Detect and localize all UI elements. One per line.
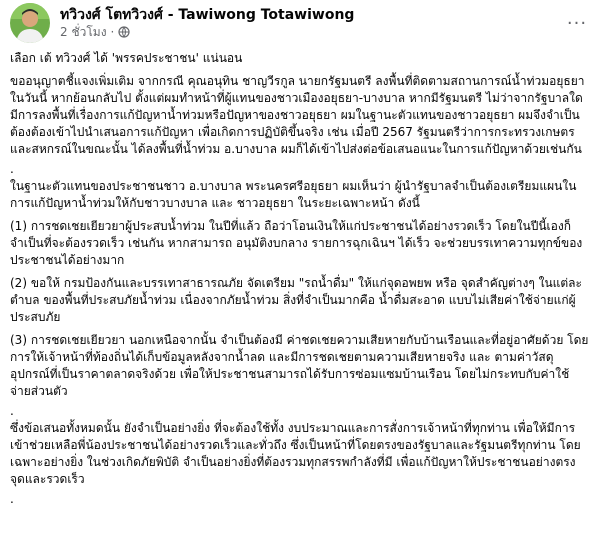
post-paragraph: (1) การชดเชยเยียวยาผู้ประสบน้ำท่วม ในปีที่แล้ว ถือว่าโอนเงินให้แก่ประชาชนได้อย่างรวดเร็ว โดยในปีนี้เองก็จำเป็นที่จะต้องรวดเร็ว เช่นกัน หากสามารถ อนุมัติงบกลาง รายการฉุกเฉินฯ ได้เร็ว จะช่วยบรรเทาความทุกข์ของประชาชนได้อย่างมาก	[10, 219, 583, 267]
post-header	[10, 0, 592, 44]
post-separator: .	[10, 404, 14, 418]
post-separator: .	[10, 162, 14, 176]
post-paragraph: (2) ขอให้ กรมป้องกันและบรรเทาสาธารณภัย จัดเตรียม "รถน้ำดื่ม" ให้แก่จุดอพยพ หรือ จุดสำคัญต่างๆ ในแต่ละ ตำบล ของพื้นที่ประสบภัยน้ำท่วม เนื่องจากภัยน้ำท่วม สิ่งที่จำเป็นมากคือ น้ำดื่มสะอาด แบบไม่เสียค่าใช้จ่ายแก่ผู้ประสบภัย	[10, 276, 582, 324]
post-meta	[60, 6, 562, 40]
post-paragraph: (3) การชดเชยเยียวยา นอกเหนือจากนั้น จำเป็นต้องมี ค่าชดเชยความเสียหายกับบ้านเรือนและที่อยู่อาศัยด้วย โดยการให้เจ้าหน้าที่ท้องถิ่นได้เก็บข้อมูลหลังจากน้ำลด และมีการชดเชยตามความเสียหายจริง และ ตามค่าวัสดุอุปกรณ์ที่เป็นราคาตลาดจริงด้วย เพื่อให้ประชาชนสามารถได้รับการซ่อมแซมบ้านเรือน โดยไม่กระทบกับค่าใช้จ่ายส่วนตัว	[10, 333, 589, 398]
more-options-icon[interactable]: ···	[566, 12, 588, 34]
avatar-image	[10, 3, 50, 43]
post-headline: เลือก เต้ ทวิวงศ์ ได้ 'พรรคประชาชน' แน่นอน	[10, 51, 243, 65]
globe-icon[interactable]	[118, 26, 130, 38]
separator-dot: ·	[110, 25, 115, 39]
post-separator: .	[10, 492, 14, 506]
post-time[interactable]: 2 ชั่วโมง	[60, 25, 107, 39]
post-paragraph: ซึ่งข้อเสนอทั้งหมดนั้น ยังจำเป็นอย่างยิ่ง ที่จะต้องใช้ทั้ง งบประมาณและการสั่งการเจ้าหน้าที่ทุกท่าน เพื่อให้มีการเข้าช่วยเหลือพี่น้องประชาชนได้อย่างรวดเร็วและทั่วถึง ซึ่งเป็นหน้าที่โดยตรงของรัฐบาลและรัฐมนตรีทุกท่าน โดยเฉพาะอย่างยิ่ง ในช่วงเกิดภัยพิบัติ จำเป็นอย่างยิ่งที่ต้องรวมทุกสรรพกำลังที่มี เพื่อแก้ปัญหาให้ประชาชนอย่างตรงจุดและรวดเร็ว	[10, 421, 581, 486]
post-subline	[60, 24, 562, 40]
post-paragraph: ในฐานะตัวแทนของประชาชนชาว อ.บางบาล พระนครศรีอยุธยา ผมเห็นว่า ผู้นำรัฐบาลจำเป็นต้องเตรียมแผนในการแก้ปัญหาน้ำท่วมให้กับชาวบางบาล และ ชาวอยุธยา ในระยะเฉพาะหน้า ดังนี้	[10, 179, 577, 210]
avatar[interactable]	[10, 3, 50, 43]
author-name[interactable]: ทวิวงศ์ โตทวิวงศ์ - Tawiwong Totawiwong	[60, 7, 355, 23]
post-body	[10, 50, 592, 504]
post-paragraph: ขออนุญาตชี้แจงเพิ่มเติม จากกรณี คุณอนุทิน ชาญวีรกูล นายกรัฐมนตรี ลงพื้นที่ติดตามสถานการณ์น้ำท่วมอยุธยาในวันนี้ หากย้อนกลับไป ตั้งแต่ผมทำหน้าที่ผู้แทนของชาวเมืองอยุธยา-บางบาล หากมีรัฐมนตรี ไม่ว่าจากรัฐบาลใด มีการลงพื้นที่เรื่องการแก้ปัญหาน้ำท่วมหรือปัญหาของชาวอยุธยา ผมในฐานะตัวแทนของชาวอยุธยา ผมจึงจำเป็นต้องต้องเข้าไปนำเสนอการแก้ปัญหา เพื่อเกิดการปฏิบัติขึ้นจริง เช่น เมื่อปี 2567 รัฐมนตรีว่าการกระทรวงเกษตรและสหกรณ์ในขณะนั้น ได้ลงพื้นที่น้ำท่วม อ.บางบาล ผมก็ได้เข้าไปส่งต่อข้อเสนอแนะในการแก้ปัญหาด้วยเช่นกัน	[10, 74, 585, 156]
